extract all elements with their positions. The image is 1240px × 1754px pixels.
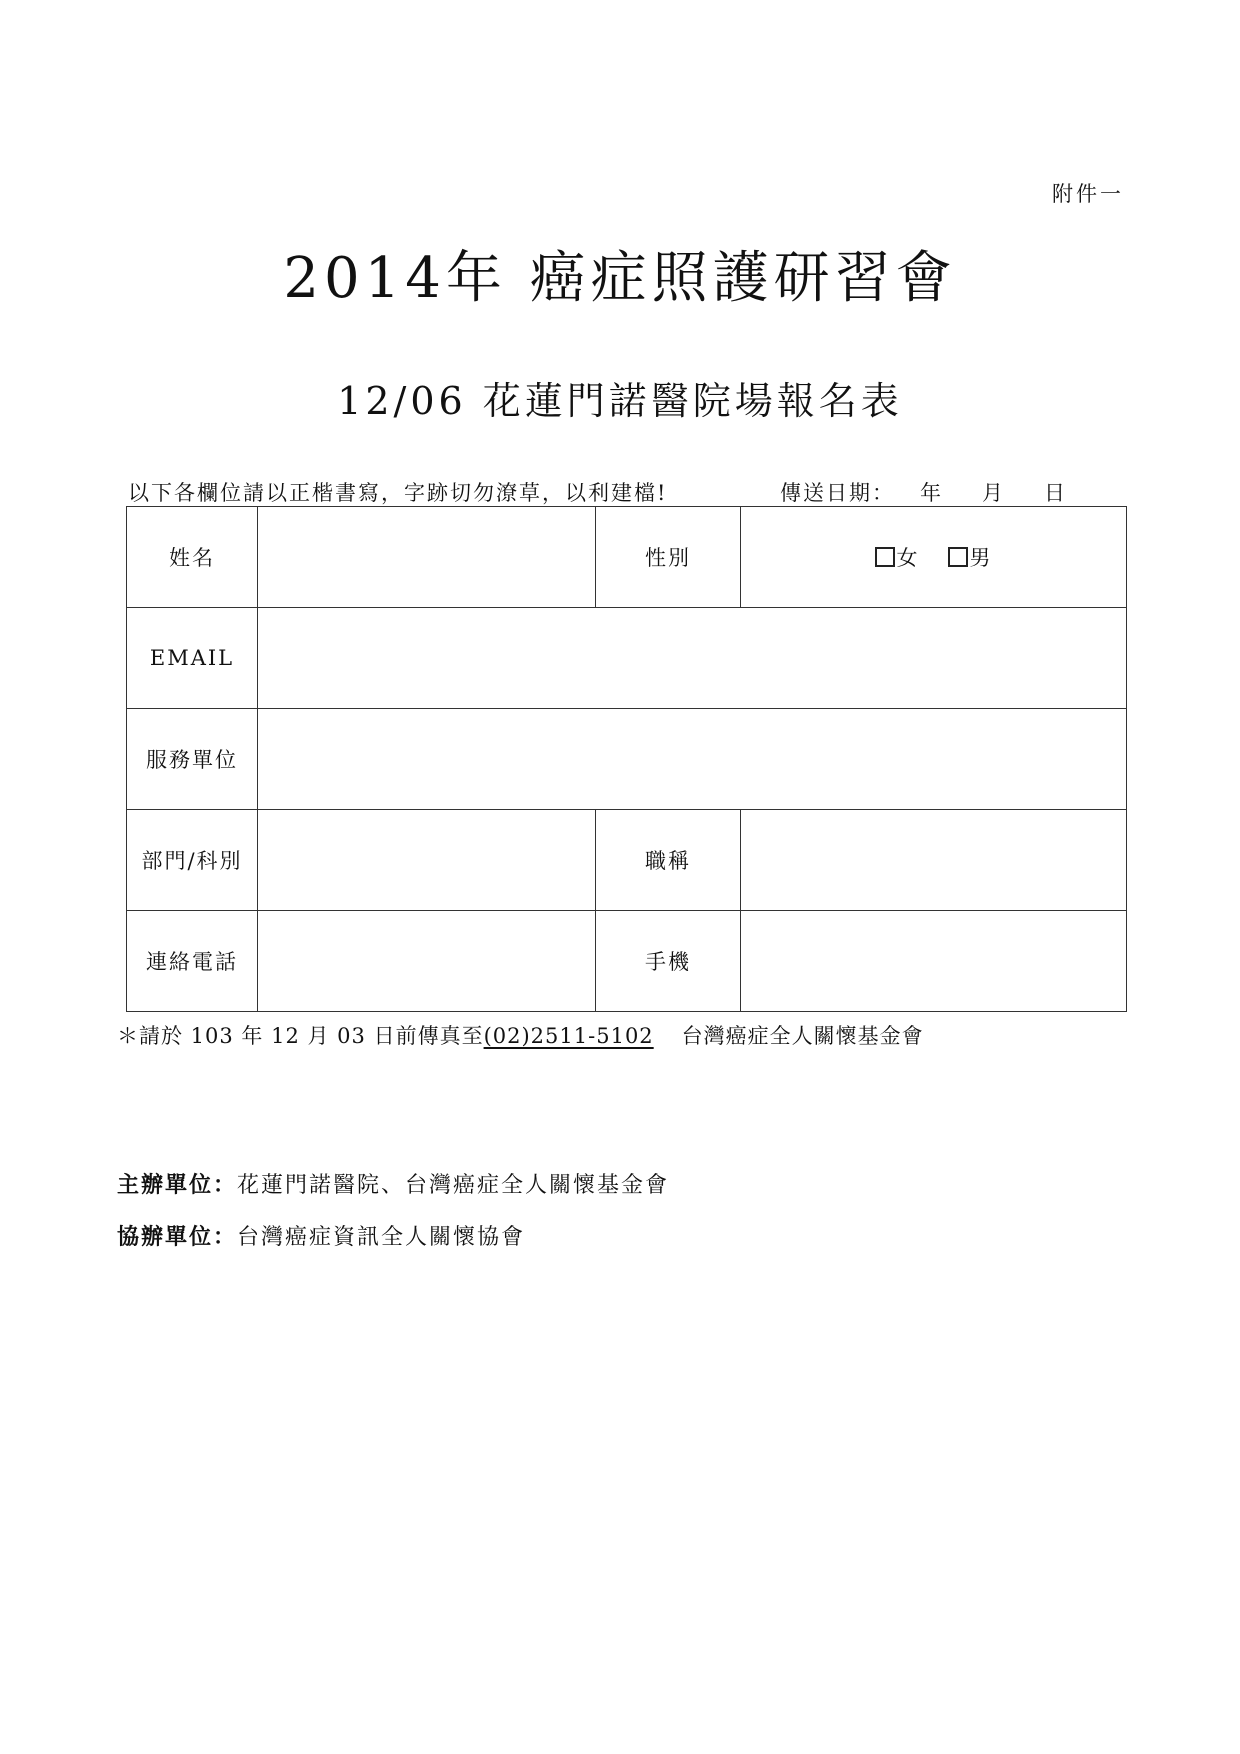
organization-field[interactable]	[258, 709, 1127, 810]
form-row-phone	[127, 911, 1127, 1012]
email-label: EMAIL	[127, 608, 258, 709]
gender-field	[741, 507, 1127, 608]
job-title-label: 職稱	[596, 810, 741, 911]
mobile-field[interactable]	[741, 911, 1127, 1012]
page-subtitle: 12/06 花蓮門諾醫院場報名表	[337, 379, 903, 423]
send-date-year: 年	[920, 481, 943, 505]
name-field[interactable]	[258, 507, 596, 608]
registration-form-table	[126, 506, 1127, 1012]
job-title-field[interactable]	[741, 810, 1127, 911]
phone-field[interactable]	[258, 911, 596, 1012]
host-label: 主辦單位：	[117, 1172, 238, 1198]
instruction-text: 以下各欄位請以正楷書寫，字跡切勿潦草，以利建檔!	[128, 481, 668, 505]
attachment-label: 附件一	[1052, 182, 1124, 206]
send-date-month: 月	[982, 481, 1005, 505]
send-date	[780, 477, 1067, 507]
email-field[interactable]	[258, 608, 1127, 709]
fax-note-text: ＊請於 103 年 12 月 03 日前傳真至	[117, 1024, 484, 1048]
gender-female-checkbox[interactable]	[875, 547, 895, 567]
cohost-value: 台灣癌症資訊全人關懷協會	[237, 1225, 526, 1250]
send-date-day: 日	[1044, 481, 1067, 505]
name-label: 姓名	[127, 507, 258, 608]
gender-male-checkbox[interactable]	[948, 547, 968, 567]
mobile-label: 手機	[596, 911, 741, 1012]
organization-label: 服務單位	[127, 709, 258, 810]
department-field[interactable]	[258, 810, 596, 911]
host-value: 花蓮門諾醫院、台灣癌症全人關懷基金會	[237, 1173, 670, 1198]
form-row-department	[127, 810, 1127, 911]
fax-number: (02)2511-5102	[483, 1024, 654, 1048]
form-row-organization	[127, 709, 1127, 810]
gender-male-label: 男	[969, 546, 993, 570]
gender-female-label: 女	[896, 546, 920, 570]
form-row-email	[127, 608, 1127, 709]
cohost-label: 協辦單位：	[117, 1224, 238, 1250]
gender-label: 性別	[596, 507, 741, 608]
page-title: 2014年 癌症照護研習會	[283, 246, 957, 311]
phone-label: 連絡電話	[127, 911, 258, 1012]
send-date-label: 傳送日期：	[780, 481, 895, 505]
host-organizer	[117, 1168, 669, 1199]
cohost-organizer	[117, 1220, 525, 1251]
fax-note	[117, 1020, 924, 1050]
form-row-name	[127, 507, 1127, 608]
fax-foundation: 台灣癌症全人關懷基金會	[681, 1024, 924, 1048]
department-label: 部門/科別	[127, 810, 258, 911]
